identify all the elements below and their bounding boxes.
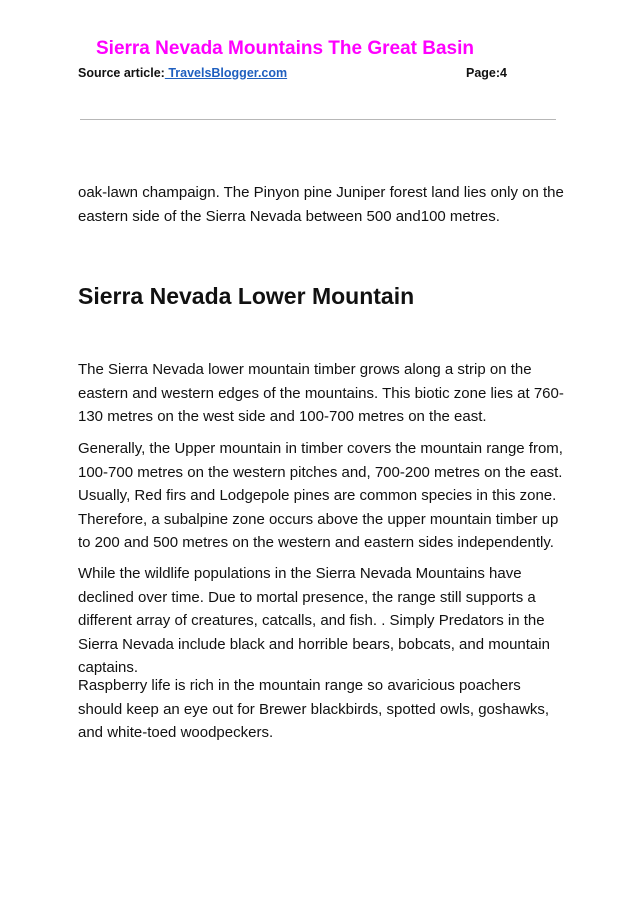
paragraph-3: While the wildlife populations in the Sierra Nevada Mountains have declined over time. Due to mortal presence, the range still supports a different array of creatures, catcalls, and fish. . Simply Predators in the Sierra Nevada include black and horrible bears, bobcats, and mountain captains. [78, 565, 550, 676]
source-label: Source article: [78, 66, 165, 80]
source-line [78, 66, 287, 80]
intro-paragraph: oak-lawn champaign. The Pinyon pine Juniper forest land lies only on the eastern side of the Sierra Nevada between 500 and100 metres. [78, 184, 564, 225]
paragraph-4: Raspberry life is rich in the mountain range so avaricious poachers should keep an eye out for Brewer blackbirds, spotted owls, goshawks, and white-toed woodpeckers. [78, 677, 550, 741]
document-header-title: Sierra Nevada Mountains The Great Basin [96, 38, 475, 59]
paragraph-1: The Sierra Nevada lower mountain timber grows along a strip on the eastern and western edges of the mountains. This biotic zone lies at 760-130 metres on the west side and 100-700 metres on the east. [78, 361, 564, 425]
paragraph-2: Generally, the Upper mountain in timber covers the mountain range from, 100-700 metres on the western pitches and, 700-200 metres on the east. Usually, Red firs and Lodgepole pines are common species in this zone. Therefore, a subalpine zone occurs above the upper mountain timber up to 200 and 500 metres on the western and eastern sides independently. [78, 440, 563, 551]
section-heading: Sierra Nevada Lower Mountain [78, 283, 415, 309]
page-number: Page:4 [466, 66, 507, 80]
source-link[interactable]: TravelsBlogger.com [164, 66, 288, 80]
header-divider [80, 119, 556, 120]
